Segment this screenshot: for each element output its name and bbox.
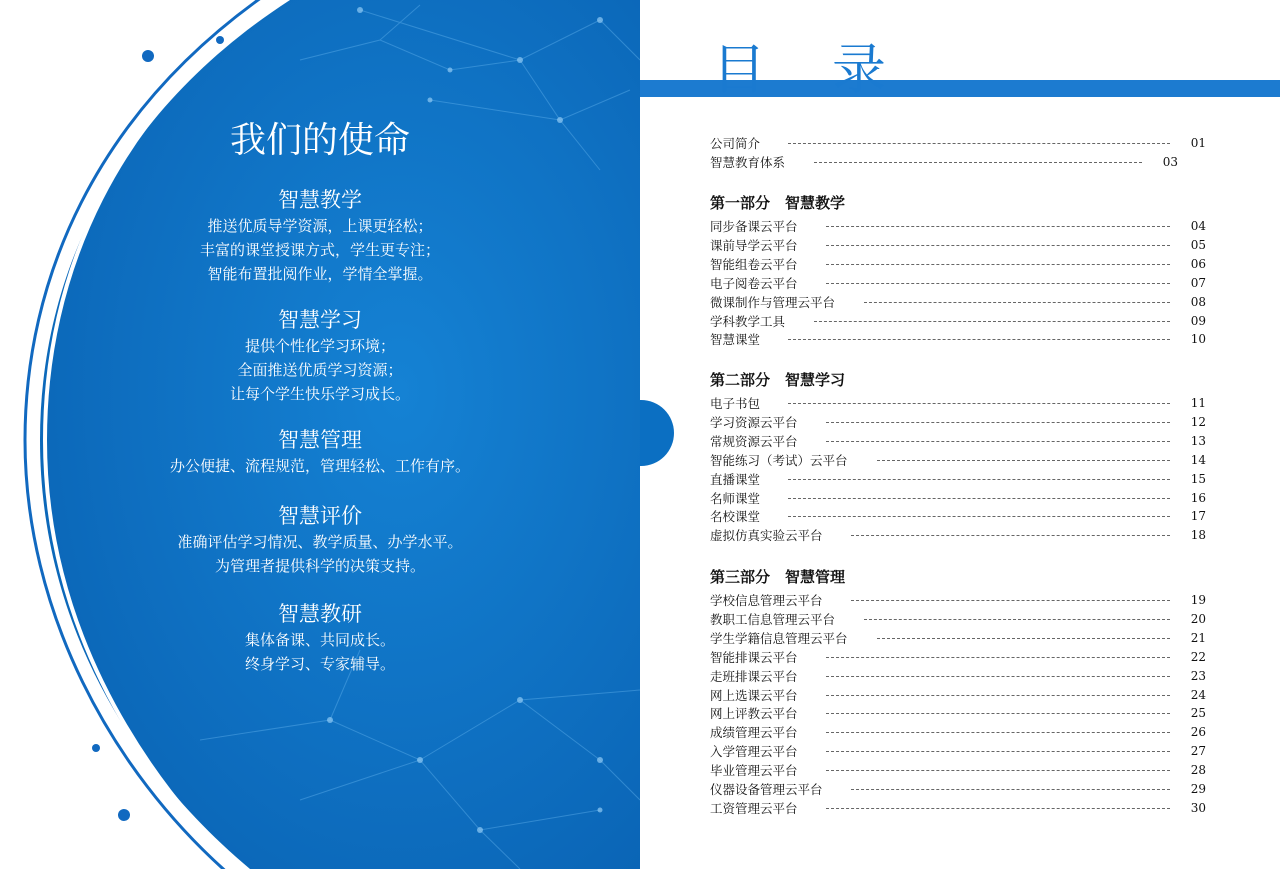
- toc-page-number: 10: [1190, 332, 1206, 347]
- toc-entry[interactable]: [710, 629, 1206, 648]
- toc-entry[interactable]: [710, 293, 1206, 312]
- section-title: 智慧管理: [278, 428, 362, 452]
- toc-dot-leader: [826, 770, 1170, 771]
- toc-entry-label: 虚拟仿真实验云平台: [710, 528, 823, 544]
- toc-entry-label: 走班排课云平台: [710, 668, 798, 684]
- toc-entry[interactable]: [710, 274, 1206, 293]
- toc-dot-leader: [877, 460, 1170, 461]
- toc-part-heading[interactable]: 第二部分 智慧学习: [710, 371, 846, 389]
- toc-entry[interactable]: [710, 591, 1206, 610]
- toc-entry[interactable]: [710, 610, 1206, 629]
- toc-entry[interactable]: [710, 413, 1206, 432]
- toc-entry-label: 智慧教育体系: [710, 155, 786, 170]
- toc-dot-leader: [826, 283, 1170, 284]
- toc-entry[interactable]: [710, 134, 1206, 153]
- section-line: 集体备课、共同成长。: [244, 631, 395, 649]
- toc-page-number: 22: [1190, 649, 1206, 664]
- toc-entry-label: 课前导学云平台: [710, 237, 798, 253]
- toc-part-heading[interactable]: 第三部分 智慧管理: [710, 568, 846, 586]
- toc-entry[interactable]: [710, 526, 1206, 545]
- toc-entry-label: 网上选课云平台: [710, 687, 798, 703]
- toc-entry-label: 智能排课云平台: [710, 649, 798, 665]
- toc-title: 目录: [712, 38, 952, 101]
- mission-section: [120, 306, 520, 406]
- toc-entry[interactable]: [710, 704, 1206, 723]
- section-line: 智能布置批阅作业，学情全掌握。: [207, 265, 433, 283]
- toc-dot-leader: [826, 226, 1170, 227]
- section-title: 智慧学习: [278, 308, 362, 332]
- toc-entry-label: 教职工信息管理云平台: [710, 611, 836, 627]
- toc-entry[interactable]: [710, 667, 1206, 686]
- toc-entry-label: 电子书包: [710, 396, 761, 411]
- section-title: 智慧教学: [278, 188, 362, 212]
- toc-page-number: 19: [1190, 593, 1206, 607]
- mission-section: [120, 426, 520, 478]
- toc-dot-leader: [851, 789, 1170, 790]
- toc-entry-label: 同步备课云平台: [710, 219, 798, 234]
- toc-entry[interactable]: [710, 489, 1206, 508]
- toc-page-number: 03: [1162, 155, 1178, 169]
- toc-entry[interactable]: [710, 470, 1206, 489]
- toc-dot-leader: [788, 516, 1170, 517]
- mission-section: [120, 186, 520, 286]
- toc-entry-label: 毕业管理云平台: [710, 763, 798, 779]
- toc-dot-leader: [826, 676, 1170, 677]
- toc-dot-leader: [877, 638, 1170, 639]
- toc-entry-label: 微课制作与管理云平台: [710, 294, 836, 310]
- toc-part-heading[interactable]: 第一部分 智慧教学: [710, 194, 846, 212]
- toc-entry[interactable]: [710, 761, 1206, 780]
- section-line: 全面推送优质学习资源；: [237, 361, 403, 379]
- mission-section: [120, 502, 520, 578]
- toc-page-number: 11: [1190, 396, 1206, 410]
- toc-entry[interactable]: [710, 686, 1206, 705]
- toc-entry-label: 学校信息管理云平台: [710, 593, 823, 608]
- toc-page-number: 26: [1190, 725, 1206, 740]
- toc-dot-leader: [826, 264, 1170, 265]
- toc-entry[interactable]: [710, 312, 1206, 331]
- toc-page-number: 05: [1190, 237, 1206, 252]
- toc-entry[interactable]: [710, 451, 1206, 470]
- toc-entry[interactable]: [710, 330, 1206, 349]
- toc-page-number: 30: [1190, 800, 1206, 815]
- toc-entry-label: 学生学籍信息管理云平台: [710, 630, 848, 646]
- toc-entry[interactable]: [710, 507, 1206, 526]
- toc-page-number: 04: [1190, 219, 1206, 233]
- toc-page-number: 12: [1190, 414, 1206, 429]
- toc-dot-leader: [788, 498, 1170, 499]
- toc-page-number: 23: [1190, 668, 1206, 683]
- toc-entry-label: 电子阅卷云平台: [710, 275, 798, 291]
- toc-dot-leader: [826, 422, 1170, 423]
- toc-dot-leader: [826, 657, 1170, 658]
- toc-entry-label: 常规资源云平台: [710, 433, 798, 449]
- toc-page-number: 21: [1190, 630, 1206, 645]
- section-line: 提供个性化学习环境；: [244, 337, 395, 355]
- toc-page-number: 28: [1190, 763, 1206, 778]
- toc-dot-leader: [788, 143, 1170, 144]
- toc-page-number: 15: [1190, 471, 1206, 486]
- toc-dot-leader: [788, 403, 1170, 404]
- toc-entry-label: 智慧课堂: [710, 332, 761, 348]
- toc-page-number: 29: [1190, 782, 1206, 796]
- toc-entry-label: 公司简介: [710, 136, 761, 151]
- toc-entry[interactable]: [710, 432, 1206, 451]
- toc-entry-label: 学科教学工具: [710, 313, 786, 329]
- toc-entry-label: 网上评教云平台: [710, 706, 798, 722]
- toc-entry-label: 仪器设备管理云平台: [710, 782, 823, 797]
- toc-page-number: 13: [1190, 433, 1206, 448]
- toc-dot-leader: [826, 695, 1170, 696]
- toc-entry[interactable]: [710, 236, 1206, 255]
- toc-entry-label: 智能组卷云平台: [710, 256, 798, 272]
- section-line: 办公便捷、流程规范，管理轻松、工作有序。: [169, 457, 470, 475]
- toc-dot-leader: [826, 713, 1170, 714]
- section-title: 智慧教研: [278, 602, 362, 626]
- toc-entry[interactable]: [710, 217, 1206, 236]
- toc-entry[interactable]: [710, 255, 1206, 274]
- toc-page-number: 01: [1190, 136, 1206, 150]
- toc-entry-label: 直播课堂: [710, 471, 761, 487]
- toc-dot-leader: [826, 751, 1170, 752]
- mission-section: [120, 600, 520, 676]
- toc-entry-label: 成绩管理云平台: [710, 725, 798, 741]
- toc-dot-leader: [788, 339, 1170, 340]
- toc-dot-leader: [864, 619, 1170, 620]
- section-line: 准确评估学习情况、教学质量、办学水平。: [177, 533, 463, 551]
- toc-entry-label: 智能练习（考试）云平台: [710, 452, 848, 468]
- toc-page-number: 27: [1190, 744, 1206, 759]
- toc-entry[interactable]: [710, 648, 1206, 667]
- section-line: 让每个学生快乐学习成长。: [229, 385, 410, 403]
- section-line: 终身学习、专家辅导。: [244, 655, 395, 673]
- toc-dot-leader: [851, 600, 1170, 601]
- toc-page-number: 20: [1190, 611, 1206, 626]
- toc-entry-label: 名校课堂: [710, 509, 761, 525]
- toc-entry-label: 名师课堂: [710, 490, 761, 506]
- toc-dot-leader: [826, 808, 1170, 809]
- toc-page-number: 09: [1190, 313, 1206, 328]
- toc-page-number: 16: [1190, 490, 1206, 505]
- toc-page-number: 17: [1190, 509, 1206, 524]
- toc-page-number: 14: [1190, 452, 1206, 467]
- toc-dot-leader: [826, 732, 1170, 733]
- toc-entry-label: 学习资源云平台: [710, 414, 798, 430]
- toc-page-number: 08: [1190, 294, 1206, 309]
- toc-page-number: 06: [1190, 256, 1206, 271]
- toc-entry-label: 入学管理云平台: [710, 744, 798, 760]
- toc-page-number: 24: [1190, 687, 1206, 702]
- toc-dot-leader: [826, 441, 1170, 442]
- toc-entry[interactable]: [710, 780, 1206, 799]
- toc-page-number: 07: [1190, 275, 1206, 290]
- toc-entry[interactable]: [710, 723, 1206, 742]
- mission-title: 我们的使命: [229, 120, 410, 161]
- section-title: 智慧评价: [278, 504, 362, 528]
- toc-dot-leader: [814, 321, 1170, 322]
- section-line: 丰富的课堂授课方式，学生更专注；: [199, 241, 440, 259]
- toc-entry[interactable]: [710, 742, 1206, 761]
- toc-dot-leader: [788, 479, 1170, 480]
- toc-page-number: 18: [1190, 528, 1206, 543]
- section-line: 推送优质导学资源，上课更轻松；: [207, 217, 433, 235]
- toc-dot-leader: [864, 302, 1170, 303]
- toc-dot-leader: [814, 162, 1142, 163]
- toc-entry[interactable]: [710, 153, 1178, 172]
- toc-entry-label: 工资管理云平台: [710, 800, 798, 816]
- toc-dot-leader: [851, 535, 1170, 536]
- section-line: 为管理者提供科学的决策支持。: [214, 557, 425, 575]
- toc-dot-leader: [826, 245, 1170, 246]
- toc-page-number: 25: [1190, 706, 1206, 721]
- toc-entry[interactable]: [710, 799, 1206, 818]
- toc-entry[interactable]: [710, 394, 1206, 413]
